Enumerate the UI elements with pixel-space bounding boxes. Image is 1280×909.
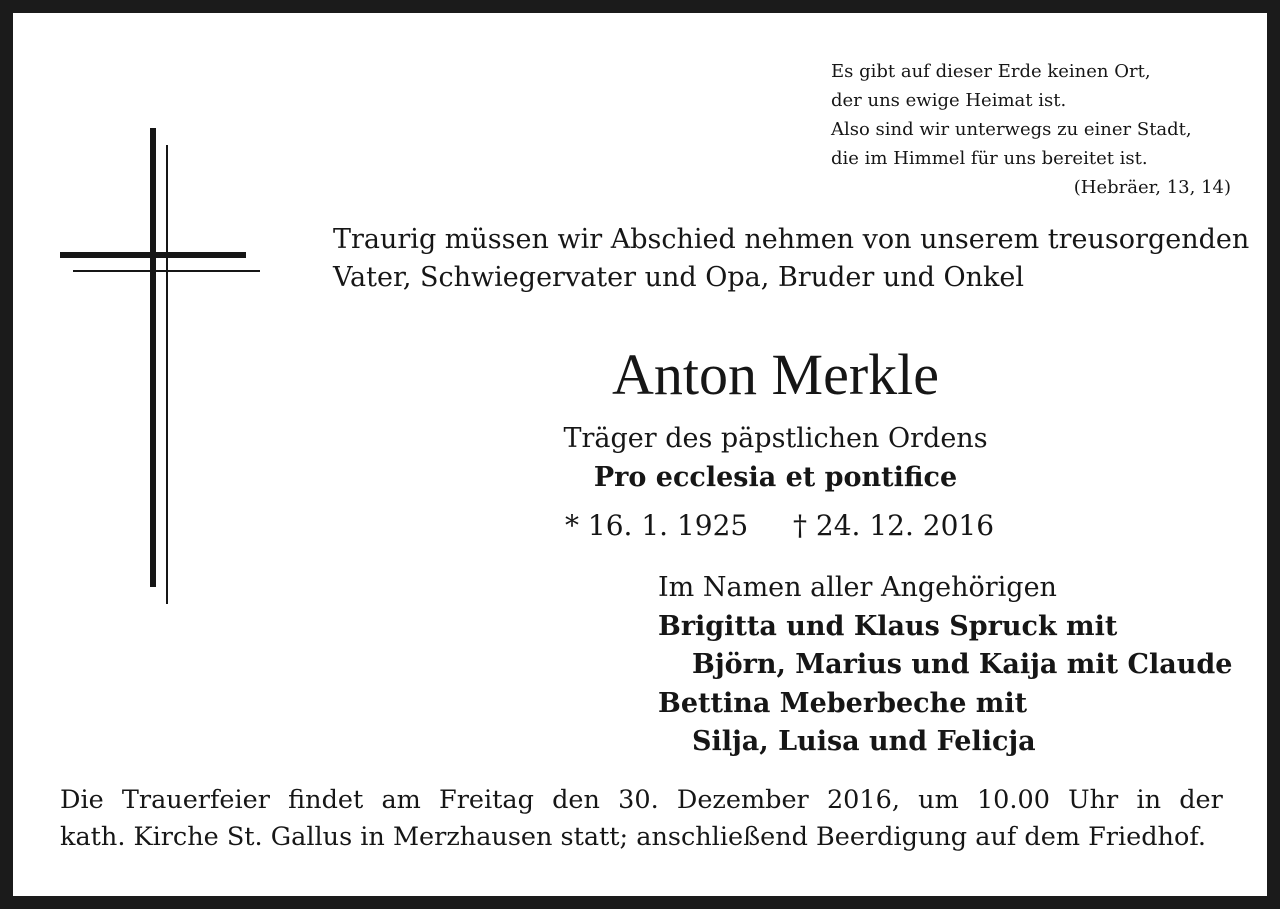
family-line: Björn, Marius und Kaija mit Claude bbox=[692, 649, 1233, 680]
footer-word: Uhr bbox=[1068, 785, 1119, 815]
family-line: Bettina Meberbeche mit bbox=[658, 687, 1028, 719]
funeral-details bbox=[60, 782, 1223, 856]
verse-line: Es gibt auf dieser Erde keinen Ort, bbox=[831, 61, 1151, 82]
death-date: † 24. 12. 2016 bbox=[793, 509, 995, 542]
cross-horizontal-thin-line bbox=[73, 270, 260, 272]
verse-reference: (Hebräer, 13, 14) bbox=[1073, 177, 1231, 198]
verse-line: die im Himmel für uns bereitet ist. bbox=[831, 148, 1148, 169]
family-signatures bbox=[658, 569, 1248, 762]
funeral-details-line-1 bbox=[60, 782, 1223, 819]
footer-word: Trauerfeier bbox=[121, 785, 270, 815]
footer-word: Dezember bbox=[676, 785, 809, 815]
footer-word: 2016, bbox=[826, 785, 900, 815]
footer-word: Die bbox=[60, 785, 104, 815]
honor-order-name: Pro ecclesia et pontifice bbox=[593, 462, 958, 493]
intro-line: Traurig müssen wir Abschied nehmen von unserem treusorgenden bbox=[333, 224, 1250, 255]
cross-vertical-bar bbox=[150, 128, 156, 587]
footer-word: um bbox=[918, 785, 959, 815]
cross-vertical-thin-line bbox=[166, 145, 168, 604]
footer-word: in bbox=[1136, 785, 1162, 815]
verse-line: der uns ewige Heimat ist. bbox=[831, 90, 1067, 111]
footer-word: findet bbox=[288, 785, 364, 815]
footer-word: 30. bbox=[618, 785, 659, 815]
honor-title: Träger des päpstlichen Ordens bbox=[563, 423, 988, 454]
footer-word: den bbox=[552, 785, 600, 815]
verse-line: Also sind wir unterwegs zu einer Stadt, bbox=[831, 119, 1192, 140]
footer-word: am bbox=[381, 785, 421, 815]
family-line: Silja, Luisa und Felicja bbox=[692, 726, 1036, 757]
family-line: Brigitta und Klaus Spruck mit bbox=[658, 610, 1118, 642]
footer-word: der bbox=[1179, 785, 1223, 815]
birth-date: * 16. 1. 1925 bbox=[565, 509, 749, 542]
intro-line: Vater, Schwiegervater und Opa, Bruder und Onkel bbox=[333, 262, 1024, 293]
announcement-intro bbox=[333, 221, 1250, 297]
deceased-name: Anton Merkle bbox=[612, 342, 939, 407]
family-intro: Im Namen aller Angehörigen bbox=[658, 572, 1057, 603]
footer-word: 10.00 bbox=[976, 785, 1050, 815]
obituary-notice bbox=[13, 13, 1267, 896]
bible-verse bbox=[831, 57, 1231, 202]
footer-word: Freitag bbox=[439, 785, 534, 815]
cross-horizontal-bar bbox=[60, 252, 246, 258]
funeral-details-line-2: kath. Kirche St. Gallus in Merzhausen statt; anschließend Beerdigung auf dem Friedhof. bbox=[60, 822, 1206, 852]
